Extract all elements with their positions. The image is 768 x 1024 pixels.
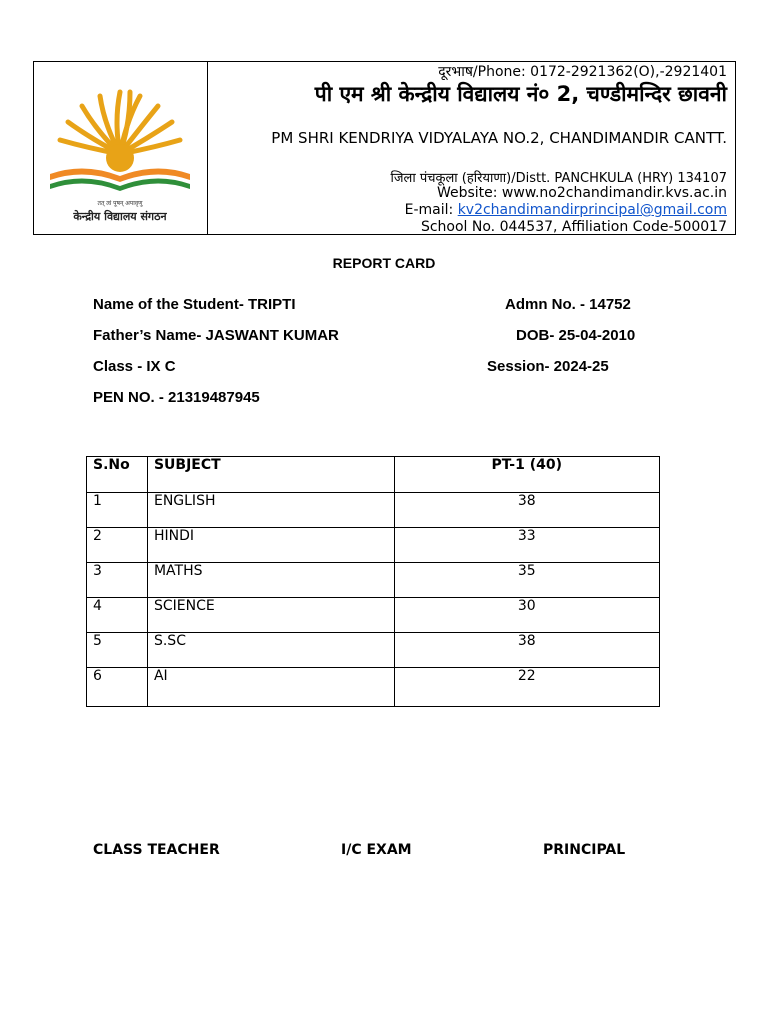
school-name-english: PM SHRI KENDRIYA VIDYALAYA NO.2, CHANDIMANDIR CANTT. <box>271 129 727 147</box>
session: Session- 2024-25 <box>487 358 609 375</box>
table-row <box>87 563 660 598</box>
admission-number: Admn No. - 14752 <box>505 296 631 313</box>
cell-subject: MATHS <box>147 563 394 598</box>
cell-subject: SCIENCE <box>147 598 394 633</box>
table-row <box>87 598 660 633</box>
table-row <box>87 633 660 668</box>
email-line <box>405 202 727 218</box>
kvs-logo <box>34 62 206 234</box>
phone-line: दूरभाष/Phone: 0172-2921362(O),-2921401 <box>438 64 727 80</box>
cell-sno: 6 <box>87 668 148 707</box>
header-sno: S.No <box>87 457 148 493</box>
table-header-row <box>87 457 660 493</box>
cell-marks: 30 <box>394 598 659 633</box>
report-title: REPORT CARD <box>332 255 436 271</box>
cell-marks: 35 <box>394 563 659 598</box>
cell-sno: 5 <box>87 633 148 668</box>
school-name-hindi: पी एम श्री केन्द्रीय विद्यालय नं० 2, चण्डीमन्दिर छावनी <box>314 82 727 106</box>
cell-subject: ENGLISH <box>147 493 394 528</box>
table-row <box>87 528 660 563</box>
letterhead <box>33 61 736 235</box>
cell-sno: 2 <box>87 528 148 563</box>
cell-marks: 33 <box>394 528 659 563</box>
cell-marks: 38 <box>394 493 659 528</box>
cell-sno: 1 <box>87 493 148 528</box>
logo-org-name: केन्द्रीय विद्यालय संगठन <box>73 210 167 223</box>
table-row <box>87 493 660 528</box>
website-line: Website: www.no2chandimandir.kvs.ac.in <box>436 185 727 201</box>
logo-cell <box>34 62 208 234</box>
school-code-line: School No. 044537, Affiliation Code-500017 <box>420 219 727 235</box>
student-name: Name of the Student- TRIPTI <box>93 296 296 313</box>
cell-sno: 3 <box>87 563 148 598</box>
principal-signature: PRINCIPAL <box>543 842 626 858</box>
class-teacher-signature: CLASS TEACHER <box>93 842 220 858</box>
cell-subject: HINDI <box>147 528 394 563</box>
logo-motto: तत् त्वं पूषन् अपावृणु <box>97 200 143 207</box>
exam-incharge-signature: I/C EXAM <box>341 842 412 858</box>
class-section: Class - IX C <box>93 358 176 375</box>
pen-number: PEN NO. - 21319487945 <box>93 389 260 406</box>
header-pt1: PT-1 (40) <box>394 457 659 493</box>
email-label: E-mail: <box>404 202 458 218</box>
header-subject: SUBJECT <box>147 457 394 493</box>
email-link[interactable]: kv2chandimandirprincipal@gmail.com <box>457 202 727 218</box>
marks-table <box>86 456 660 707</box>
cell-sno: 4 <box>87 598 148 633</box>
district-line: जिला पंचकूला (हरियाणा)/Distt. PANCHKULA (HRY) 134107 <box>390 171 727 186</box>
cell-subject: S.SC <box>147 633 394 668</box>
date-of-birth: DOB- 25-04-2010 <box>516 327 636 344</box>
table-row <box>87 668 660 707</box>
cell-marks: 22 <box>394 668 659 707</box>
cell-marks: 38 <box>394 633 659 668</box>
cell-subject: AI <box>147 668 394 707</box>
father-name: Father’s Name- JASWANT KUMAR <box>93 327 339 344</box>
